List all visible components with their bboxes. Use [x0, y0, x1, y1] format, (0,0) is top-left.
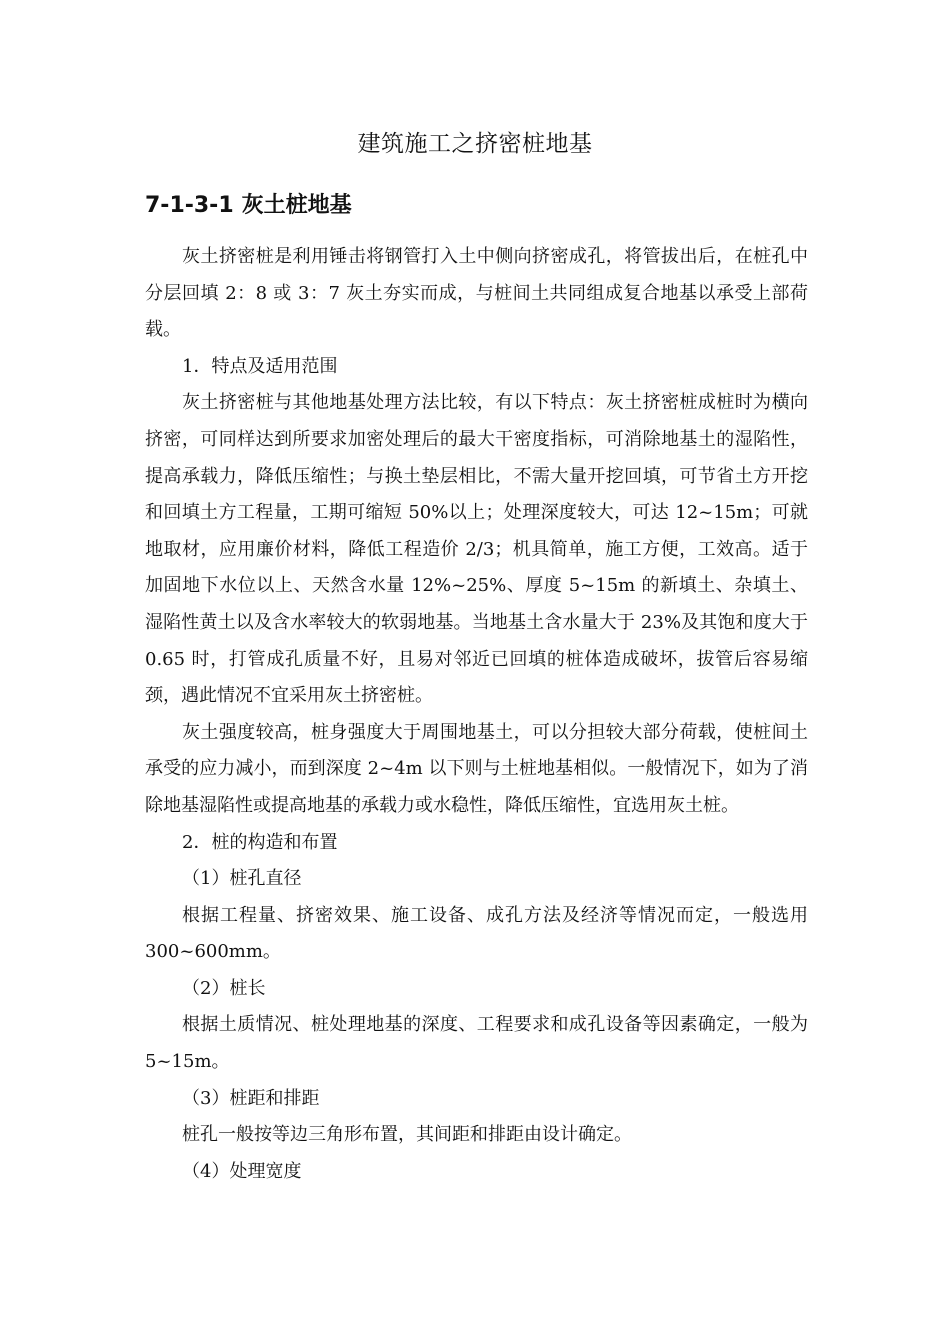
paragraph-length: 根据土质情况、桩处理地基的深度、工程要求和成孔设备等因素确定，一般为 5~15m。 — [145, 1014, 808, 1073]
section-number: 7-1-3-1 — [145, 193, 234, 218]
paragraph-spacing: 桩孔一般按等边三角形布置，其间距和排距由设计确定。 — [182, 1124, 632, 1146]
paragraph-features: 灰土挤密桩与其他地基处理方法比较，有以下特点：灰土挤密桩成桩时为横向挤密，可同样达到所要求加密处理后的最大干密度指标，可消除地基土的湿陷性，提高承载力，降低压缩性；与换土垫层相比，不需大量开挖回填，可节省土方开挖和回填土方工程量，工期可缩短 50%以上；处理深度较大，可达 12~15m；可就地取材，应用廉价材料，降低工程造价 2/3；机具简单，施工方便，工效高。适于加固地下水位以上、天然含水量 12%~25%、厚度 5~15m 的新填土、杂填土、湿陷性黄土以及含水率较大的软弱地基。当地基土含水量大于 23%及其饱和度大于 0.65 时，打管成孔质量不好，且易对邻近已回填的桩体造成破坏，拔管后容易缩颈，遇此情况不宜采用灰土挤密桩。 — [145, 392, 808, 707]
subheading-width: （4）处理宽度 — [182, 1160, 302, 1182]
section-heading — [145, 190, 352, 222]
subheading-features: 1．特点及适用范围 — [182, 355, 338, 377]
document-title: 建筑施工之挤密桩地基 — [357, 131, 593, 157]
paragraph-diameter: 根据工程量、挤密效果、施工设备、成孔方法及经济等情况而定，一般选用 300~600mm。 — [145, 904, 808, 963]
section-title: 灰土桩地基 — [241, 193, 352, 218]
subheading-spacing: （3）桩距和排距 — [182, 1087, 320, 1109]
subheading-structure: 2．桩的构造和布置 — [182, 831, 338, 853]
subheading-length: （2）桩长 — [182, 977, 266, 999]
paragraph-strength: 灰土强度较高，桩身强度大于周围地基土，可以分担较大部分荷载，使桩间土承受的应力减小，而到深度 2~4m 以下则与土桩地基相似。一般情况下，如为了消除地基湿陷性或提高地基的承载力或水稳性，降低压缩性，宜选用灰土桩。 — [145, 721, 808, 816]
subheading-diameter: （1）桩孔直径 — [182, 868, 302, 890]
paragraph-intro: 灰土挤密桩是利用锤击将钢管打入土中侧向挤密成孔，将管拔出后，在桩孔中分层回填 2：8 或 3：7 灰土夯实而成，与桩间土共同组成复合地基以承受上部荷载。 — [145, 246, 808, 341]
document-body — [145, 239, 808, 1190]
